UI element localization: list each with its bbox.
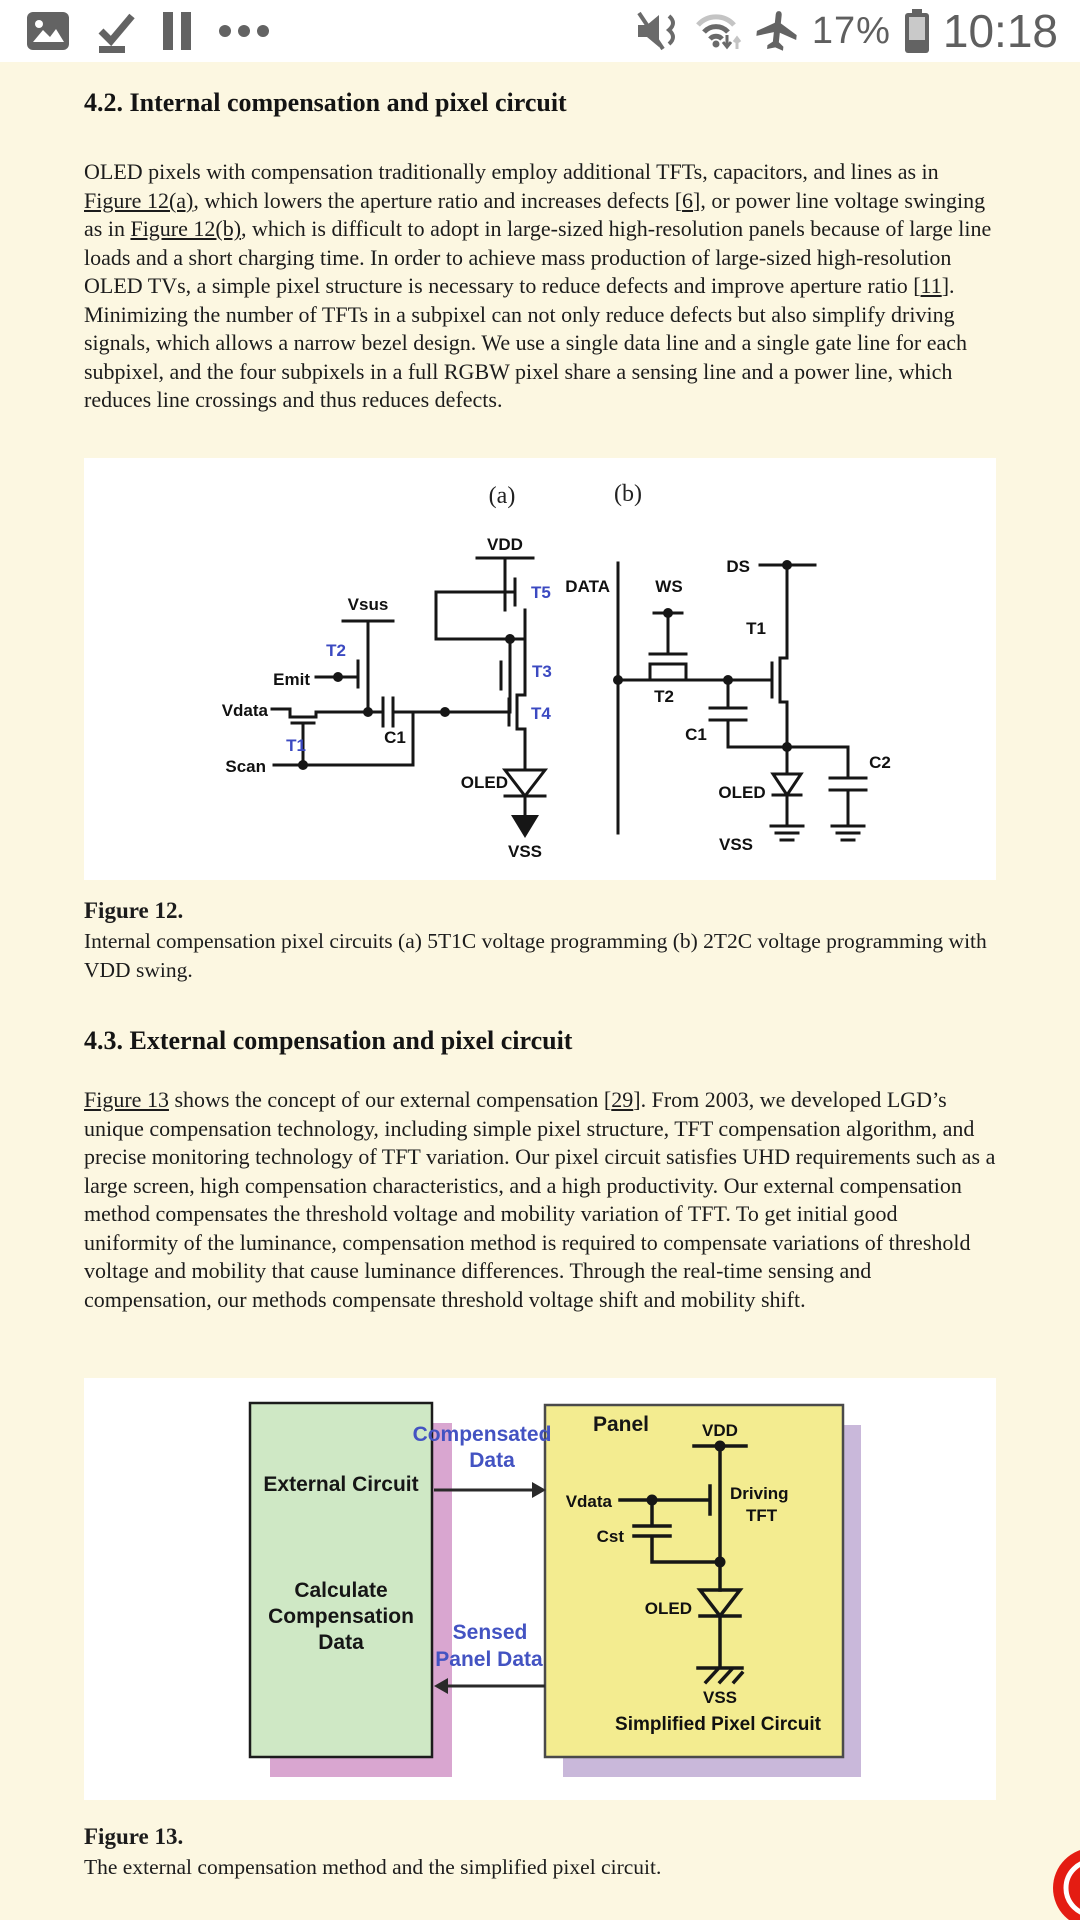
section-heading-4-2: 4.2. Internal compensation and pixel circuit: [84, 88, 567, 117]
label-vss-b: VSS: [718, 835, 754, 854]
label-data: DATA: [565, 577, 610, 596]
label-vdata-13: Vdata: [565, 1492, 612, 1511]
compensated-data-line1: Compensated: [412, 1423, 552, 1446]
sensed-data-line1: Sensed: [452, 1621, 528, 1644]
label-t2-b: T2: [654, 687, 674, 706]
label-ws: WS: [655, 577, 683, 596]
battery-icon: [903, 9, 931, 53]
body-text: shows the concept of our external compensation [: [168, 1087, 612, 1112]
floating-badge-button[interactable]: [1051, 1846, 1080, 1920]
label-c2: C2: [869, 753, 891, 772]
wifi-arrows-icon: [694, 9, 742, 53]
calc-line2: Compensation: [268, 1605, 414, 1628]
label-t1-a: T1: [286, 736, 306, 755]
label-t3: T3: [532, 662, 552, 681]
label-cst: Cst: [596, 1527, 624, 1546]
status-bar-notifications: [0, 9, 270, 53]
link-figure-13[interactable]: Figure 13: [84, 1087, 169, 1112]
pause-icon: [162, 11, 192, 51]
badge-icon: [1051, 1846, 1080, 1920]
panel-b-label: (b): [614, 481, 642, 507]
label-driving: Driving: [730, 1484, 789, 1503]
link-figure-12b[interactable]: Figure 12(b): [130, 216, 242, 241]
panel-label: Panel: [592, 1413, 650, 1436]
oled-diode-b: [773, 774, 801, 795]
figure-13-diagram: [84, 1378, 996, 1800]
figure-13-caption: [84, 1822, 996, 1882]
label-vsus: Vsus: [347, 595, 389, 614]
label-t2-a: T2: [326, 641, 346, 660]
external-circuit-label: External Circuit: [263, 1473, 419, 1496]
label-vdata-a: Vdata: [221, 701, 268, 720]
calc-line1: Calculate: [294, 1579, 388, 1602]
label-vdd-a: VDD: [487, 535, 523, 554]
label-t5: T5: [531, 583, 551, 602]
figure-13-caption-text: The external compensation method and the simplified pixel circuit.: [84, 1855, 662, 1879]
label-emit: Emit: [273, 670, 310, 689]
figure-12-caption: [84, 896, 996, 985]
status-bar-system: [636, 4, 1080, 58]
figure-12-caption-text: Internal compensation pixel circuits (a) 5T1C voltage programming (b) 2T2C voltage programming with VDD swing.: [84, 929, 987, 982]
figure-12-image[interactable]: [84, 458, 996, 880]
link-figure-12a[interactable]: Figure 12(a): [84, 187, 194, 213]
link-ref-11[interactable]: 11: [920, 273, 942, 298]
link-ref-29[interactable]: 29: [611, 1087, 634, 1112]
body-text: OLED pixels with compensation traditionally employ additional TFTs, capacitors, and lines as in: [84, 159, 939, 184]
status-bar: [0, 0, 1080, 62]
mute-vibrate-icon: [636, 10, 682, 52]
paragraph-4-2: [84, 158, 996, 415]
image-notification-icon: [26, 11, 70, 51]
label-oled-b: OLED: [718, 783, 766, 802]
clock: 10:18: [942, 5, 1058, 57]
calc-line3: Data: [318, 1631, 364, 1654]
check-underline-icon: [96, 9, 136, 53]
label-c1-a: C1: [384, 728, 406, 747]
label-driving-tft: TFT: [746, 1506, 778, 1525]
body-text: , which is difficult to adopt in large-sized high-resolution panels because of large line loads and a short charging time. In order to achieve mass production of large-sized high-resolution OLED TVs, a simple pixel structure is necessary to reduce defects and improve aperture ratio [: [84, 216, 992, 298]
label-vss-13: VSS: [702, 1688, 738, 1707]
body-text: , which lowers the aperture ratio and increases defects [: [193, 187, 683, 213]
battery-percent: 17%: [811, 9, 891, 52]
figure-13-image[interactable]: [84, 1378, 996, 1800]
compensated-data-line2: Data: [469, 1449, 515, 1472]
label-oled-13: OLED: [644, 1599, 692, 1618]
figure-12-caption-title: Figure 12.: [84, 898, 184, 923]
figure-12-circuits: [84, 458, 996, 880]
vss-arrow-a: [511, 815, 539, 838]
label-vdd-13: VDD: [702, 1421, 738, 1440]
section-heading-4-3: 4.3. External compensation and pixel circuit: [84, 1026, 573, 1055]
link-ref-6[interactable]: 6: [682, 187, 694, 213]
more-notifications-icon: [218, 24, 270, 38]
airplane-mode-icon: [754, 9, 800, 53]
panel-a-label: (a): [488, 483, 516, 509]
body-text: ]. From 2003, we developed LGD’s unique compensation technology, including simple pixel structure, TFT compensation algorithm, and precise monitoring technology of TFT variation. Our pixel circuit satisfies UHD requirements such as a large screen, high compensation characteristics, and a high productivity. Our external compensation method compensates the threshold voltage and mobility variation of TFT. To get initial good uniformity of the luminance, compensation method is required to compensate variations of threshold voltage and mobility that cause luminance differences. Through the real-time sensing and compensation, our methods compensate threshold voltage shift and mobility shift.: [84, 1087, 996, 1312]
body-text: ], or power line voltage swinging as in: [84, 187, 986, 241]
label-oled-a: OLED: [460, 773, 508, 792]
panel-box: [545, 1405, 843, 1757]
body-text: ]. Minimizing the number of TFTs in a subpixel can not only reduce defects but also simplify driving signals, which allows a narrow bezel design. We use a single data line and a single gate line for each subpixel, and the four subpixels in a full RGBW pixel share a sensing line and a power line, which reduces line crossings and thus reduces defects.: [84, 273, 968, 412]
simplified-pixel-circuit-label: Simplified Pixel Circuit: [615, 1714, 821, 1735]
figure-13-caption-title: Figure 13.: [84, 1824, 184, 1849]
label-t4: T4: [531, 704, 551, 723]
oled-diode-a: [505, 770, 545, 796]
paragraph-4-3: [84, 1086, 996, 1314]
label-vss-a: VSS: [507, 842, 543, 861]
sensed-data-line2: Panel Data: [435, 1648, 543, 1671]
label-ds: DS: [726, 557, 750, 576]
label-c1-b: C1: [685, 725, 707, 744]
label-scan: Scan: [225, 757, 266, 776]
label-t1-b: T1: [746, 619, 766, 638]
